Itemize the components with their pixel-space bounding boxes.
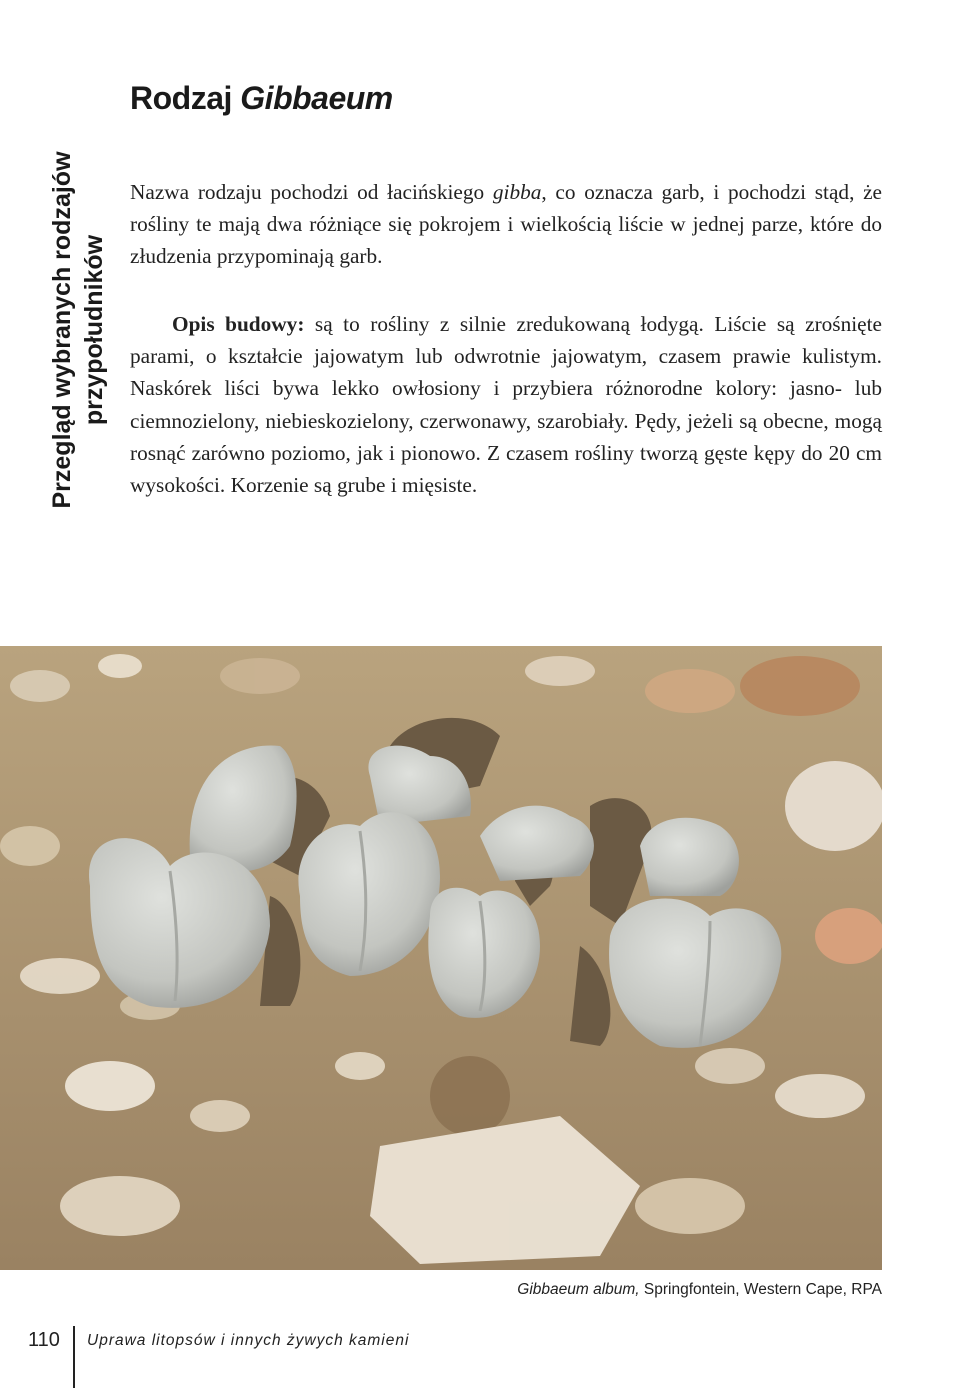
section-title-line1: Przegląd wybranych rodzajów xyxy=(48,151,76,509)
section-title-line2: przypołudników xyxy=(80,234,108,426)
caption-location: Springfontein, Western Cape, RPA xyxy=(639,1281,882,1298)
section-side-title xyxy=(46,80,116,580)
description-text: są to rośliny z silnie zredukowaną łodygą. Liście są zrośnięte parami, o kształcie jajowatym lub odwrotnie jajowatym, czasem prawie kulistym. Naskórek liści bywa lekko owłosiony i przybiera różnorodne kolory: jasno- lub ciemnozielony, niebieskozielony, czerwonawy, szarobiały. Pędy, jeżeli są obecne, mogą rosnąć zarówno poziomo, jak i pionowo. Z czasem rośliny tworzą gęste kępy do 20 cm wysokości. Korzenie są grube i mięsiste. xyxy=(130,312,882,498)
footer-divider xyxy=(73,1326,75,1388)
intro-text-b: , co oznacza garb, i pochodzi stąd, że rośliny te mają dwa różniące się pokrojem i wielkością liście w jednej parze, które do złudzenia przypominają garb. xyxy=(130,180,883,269)
intro-paragraph xyxy=(130,176,882,273)
description-label: Opis budowy: xyxy=(172,312,305,336)
title-prefix: Rodzaj xyxy=(130,80,232,116)
plant-photo-illustration xyxy=(0,646,882,1270)
page-number: 110 xyxy=(28,1329,60,1351)
photo-caption xyxy=(517,1281,882,1299)
title-genus: Gibbaeum xyxy=(240,80,393,116)
caption-species: Gibbaeum album, xyxy=(517,1281,640,1298)
latin-word: gibba xyxy=(492,180,542,204)
description-paragraph xyxy=(130,308,882,501)
book-title: Uprawa litopsów i innych żywych kamieni xyxy=(87,1332,410,1349)
plant-photo xyxy=(0,646,882,1270)
page-title xyxy=(130,80,393,117)
intro-text-a: Nazwa rodzaju pochodzi od łacińskiego xyxy=(130,180,493,204)
